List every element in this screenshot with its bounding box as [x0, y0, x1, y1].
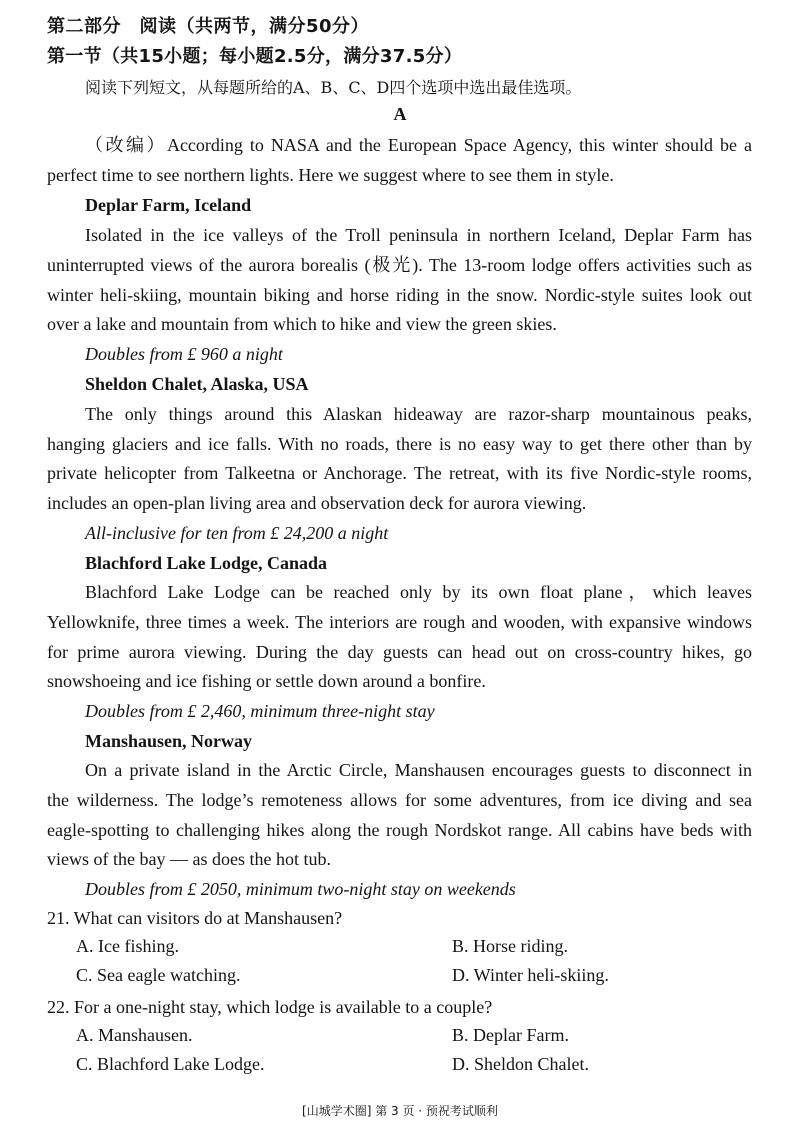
paragraph-line: over a lake and mountain from which to hike and view the green skies.: [47, 314, 557, 334]
paragraph-line: eagle-spotting to challenging hikes along the rough Nordskot range. All cabins have beds with: [47, 820, 752, 840]
paragraph-line: winter heli-skiing, mountain biking and horse riding in the snow. Nordic-style suites look out: [47, 285, 752, 305]
option-d: D. Sheldon Chalet.: [452, 1054, 589, 1074]
question-text: 22. For a one-night stay, which lodge is available to a couple?: [47, 997, 493, 1017]
paragraph-line: Yellowknife, three times a week. The interiors are rough and wooden, with expansive windows: [47, 612, 752, 632]
option-b: B. Horse riding.: [452, 936, 568, 956]
section-header: 第二部分 阅读（共两节，满分50分）: [47, 16, 370, 37]
option-a: A. Manshausen.: [76, 1025, 193, 1045]
option-a: A. Ice fishing.: [76, 936, 179, 956]
paragraph-line: On a private island in the Arctic Circle, Manshausen encourages guests to disconnect in: [85, 760, 752, 780]
paragraph-line: hanging glaciers and ice falls. With no roads, there is no easy way to get there other than by: [47, 434, 752, 454]
option-c: C. Blachford Lake Lodge.: [76, 1054, 265, 1074]
paragraph-line: includes an open-plan living area and observation deck for aurora viewing.: [47, 493, 587, 513]
section-heading: Sheldon Chalet, Alaska, USA: [85, 374, 309, 394]
option-d: D. Winter heli-skiing.: [452, 965, 609, 985]
instructions: 阅读下列短文，从每题所给的A、B、C、D四个选项中选出最佳选项。: [85, 78, 582, 97]
question-text: 21. What can visitors do at Manshausen?: [47, 908, 343, 928]
option-b: B. Deplar Farm.: [452, 1025, 569, 1045]
page-footer: [山城学术圈] 第 3 页 · 预祝考试顺利: [302, 1104, 498, 1118]
price-line: Doubles from £ 2,460, minimum three-night stay: [85, 701, 435, 721]
intro-line: （改编）According to NASA and the European Space Agency, this winter should be a: [85, 135, 752, 155]
price-line: Doubles from £ 960 a night: [85, 344, 283, 364]
section-heading: Manshausen, Norway: [85, 731, 253, 751]
paragraph-line: for prime aurora viewing. During the day guests can head out on cross-country hikes, go: [47, 642, 752, 662]
paragraph-line: uninterrupted views of the aurora borealis (极光). The 13-room lodge offers activities such as: [47, 255, 752, 275]
paragraph-line: snowshoeing and ice fishing or settle down around a bonfire.: [47, 671, 486, 691]
price-line: Doubles from £ 2050, minimum two-night stay on weekends: [85, 879, 516, 899]
paragraph-line: private helicopter from Talkeetna or Anchorage. The retreat, with its five Nordic-style rooms,: [47, 463, 752, 483]
price-line: All-inclusive for ten from £ 24,200 a night: [85, 523, 389, 543]
section-heading: Deplar Farm, Iceland: [85, 195, 252, 215]
paragraph-line: The only things around this Alaskan hideaway are razor-sharp mountainous peaks,: [85, 404, 752, 424]
paragraph-line: Isolated in the ice valleys of the Troll peninsula in northern Iceland, Deplar Farm has: [85, 225, 752, 245]
subsection-header: 第一节（共15小题；每小题2.5分，满分37.5分）: [47, 46, 463, 67]
passage-title: A: [393, 104, 407, 124]
paragraph-line: the wilderness. The lodge’s remoteness allows for some adventures, from ice diving and sea: [47, 790, 752, 810]
section-heading: Blachford Lake Lodge, Canada: [85, 553, 328, 573]
paragraph-line: views of the bay — as does the hot tub.: [47, 849, 331, 869]
paragraph-line: Blachford Lake Lodge can be reached only by its own float plane，which leaves: [85, 582, 752, 602]
option-c: C. Sea eagle watching.: [76, 965, 241, 985]
intro-line: perfect time to see northern lights. Here we suggest where to see them in style.: [47, 165, 614, 185]
